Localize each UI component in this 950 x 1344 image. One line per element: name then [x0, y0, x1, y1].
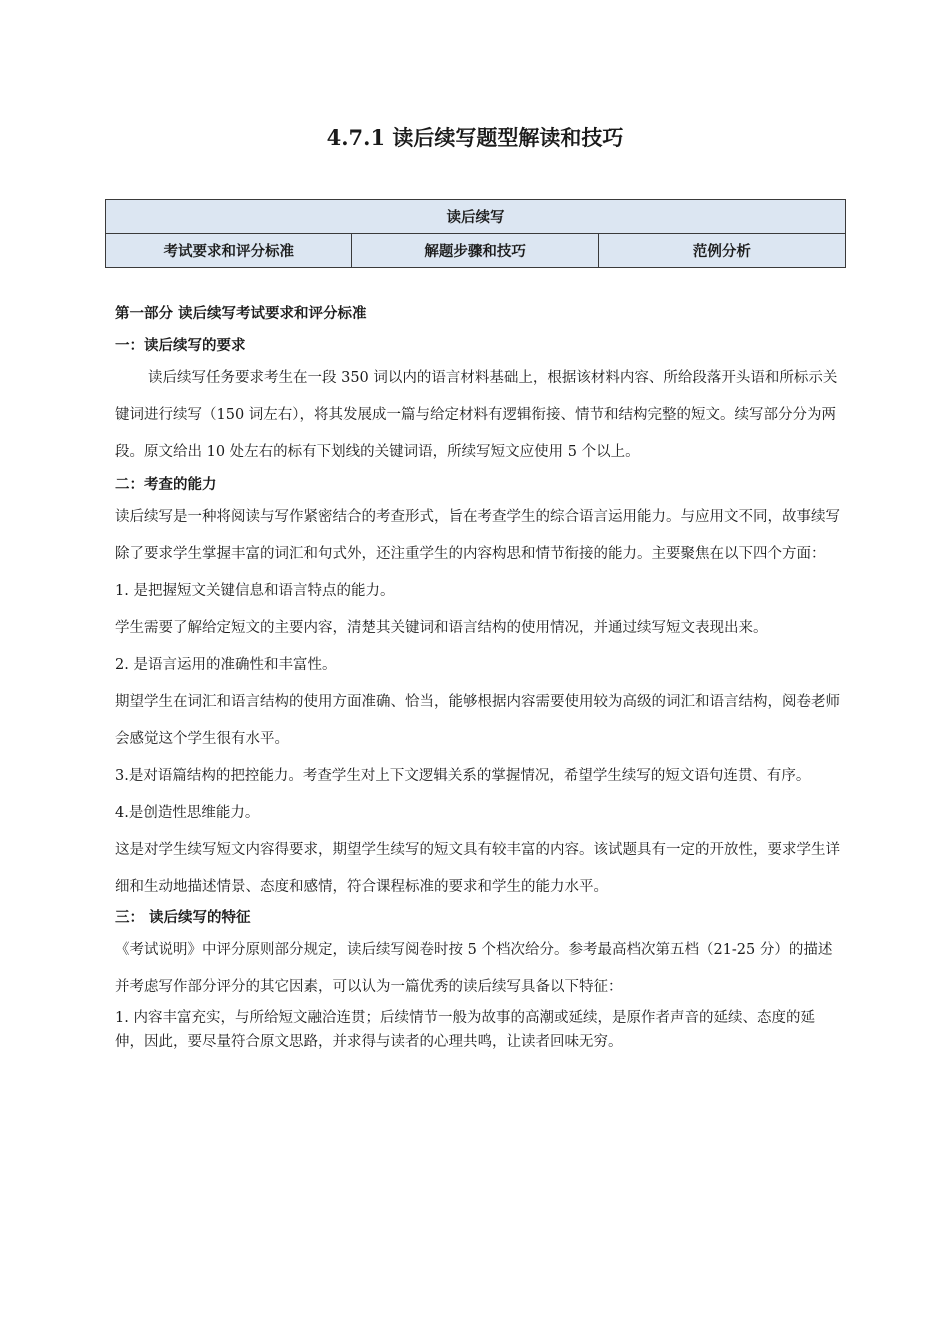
part1-heading: 第一部分 读后续写考试要求和评分标准 — [115, 306, 367, 322]
section3-paragraph: 《考试说明》中评分原则部分规定，读后续写阅卷时按 5 个档次给分。参考最高档次第五档（21-25 分）的描述并考虑写作部分评分的其它因素，可以认为一篇优秀的读后续写具备以下特征： — [115, 942, 833, 995]
feature-item-1: 1. 内容丰富充实，与所给短文融洽连贯；后续情节一般为故事的高潮或延续，是原作者声音的延续、态度的延伸，因此，要尽量符合原文思路，并求得与读者的心理共鸣，让读者回味无穷。 — [115, 1010, 815, 1050]
ability-point-2: 2. 是语言运用的准确性和丰富性。 — [115, 657, 337, 673]
section1-paragraph: 读后续写任务要求考生在一段 350 词以内的语言材料基础上，根据该材料内容、所给段落开头语和所标示关键词进行续写（150 词左右），将其发展成一篇与给定材料有逻辑衔接、情节和结构完整的短文。续写部分分为两段。原文给出 10 处左右的标有下划线的关键词语，所续写短文应使用 5 个以上。 — [115, 370, 838, 460]
page-title: 4.7.1 读后续写题型解读和技巧 — [326, 125, 624, 150]
ability-desc-4: 这是对学生续写短文内容得要求，期望学生续写的短文具有较丰富的内容。该试题具有一定的开放性，要求学生详细和生动地描述情景、态度和感情，符合课程标准的要求和学生的能力水平。 — [115, 842, 840, 895]
ability-point-1: 1. 是把握短文关键信息和语言特点的能力。 — [115, 583, 395, 599]
section2-intro: 读后续写是一种将阅读与写作紧密结合的考查形式，旨在考查学生的综合语言运用能力。与应用文不同，故事续写除了要求学生掌握丰富的词汇和句式外，还注重学生的内容构思和情节衔接的能力。主要聚焦在以下四个方面： — [115, 509, 840, 562]
nav-cell-steps[interactable]: 解题步骤和技巧 — [352, 234, 598, 268]
ability-point-4: 4.是创造性思维能力。 — [115, 805, 260, 821]
document-body — [115, 304, 843, 1054]
navigation-table — [105, 199, 846, 268]
section2-heading: 二：考查的能力 — [115, 477, 217, 493]
section1-heading: 一：读后续写的要求 — [115, 338, 246, 354]
nav-cell-requirements[interactable]: 考试要求和评分标准 — [106, 234, 352, 268]
ability-desc-1: 学生需要了解给定短文的主要内容，清楚其关键词和语言结构的使用情况，并通过续写短文表现出来。 — [115, 620, 768, 636]
section3-heading: 三： 读后续写的特征 — [115, 910, 251, 926]
ability-desc-2: 期望学生在词汇和语言结构的使用方面准确、恰当，能够根据内容需要使用较为高级的词汇和语言结构，阅卷老师会感觉这个学生很有水平。 — [115, 694, 840, 747]
ability-point-3: 3.是对语篇结构的把控能力。考查学生对上下文逻辑关系的掌握情况，希望学生续写的短文语句连贯、有序。 — [115, 768, 811, 784]
nav-table-header: 读后续写 — [106, 200, 846, 234]
nav-cell-examples[interactable]: 范例分析 — [598, 234, 845, 268]
